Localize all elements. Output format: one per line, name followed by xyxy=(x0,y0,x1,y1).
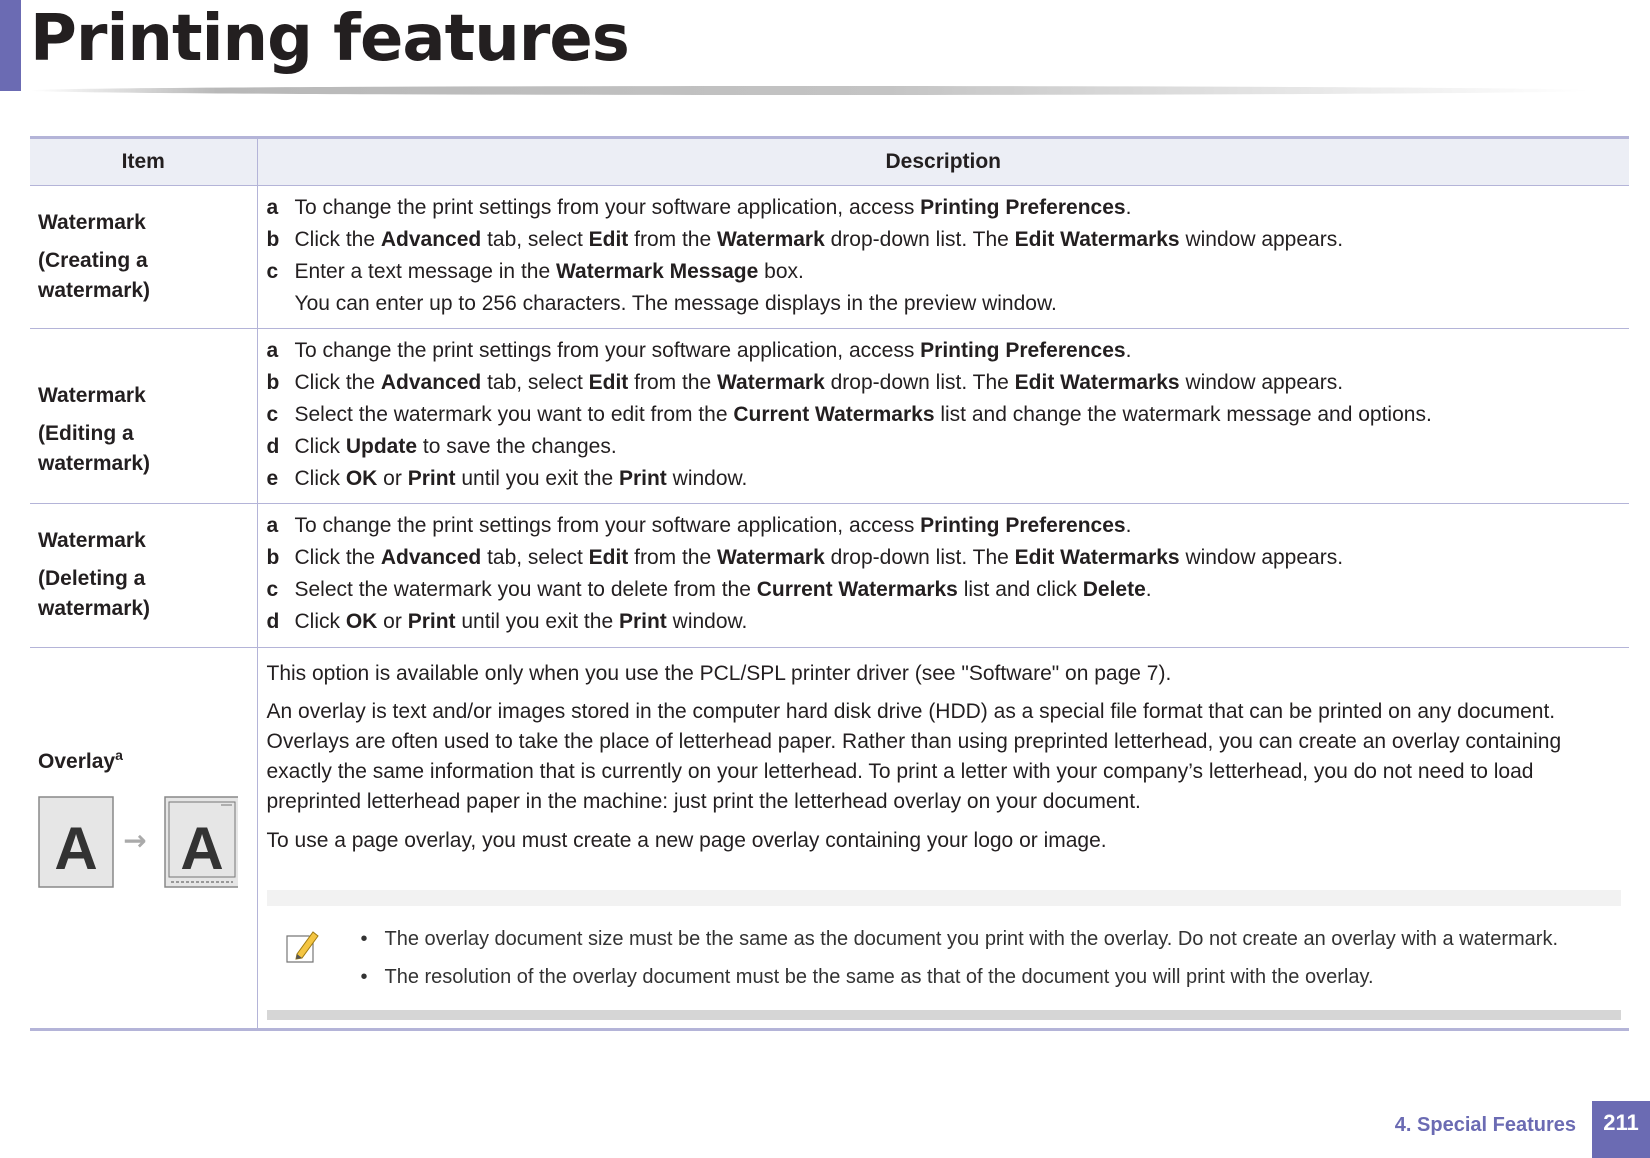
table-row xyxy=(30,648,1629,1030)
step: c Enter a text message in the Watermark Message box. xyxy=(266,260,804,283)
paragraph: To use a page overlay, you must create a new page overlay containing your logo or image. xyxy=(266,829,1107,852)
item-subtitle: (Creating a watermark) xyxy=(38,249,151,302)
description-cell xyxy=(257,648,1629,1030)
footnote-marker: a xyxy=(115,747,123,763)
item-subtitle: (Deleting a watermark) xyxy=(38,567,151,620)
item-cell xyxy=(30,648,257,1030)
note-box xyxy=(267,890,1622,1020)
step: a To change the print settings from your software application, access Printing Preferences. xyxy=(266,339,1132,362)
table-header-row xyxy=(30,138,1629,186)
features-table xyxy=(30,136,1629,1031)
note-pencil-icon xyxy=(283,928,321,966)
description-cell xyxy=(257,504,1629,648)
title-divider xyxy=(30,86,1590,95)
step: b Click the Advanced tab, select Edit from the Watermark drop-down list. The Edit Watermarks window appears. xyxy=(266,371,1344,394)
note-item: • The overlay document size must be the same as the document you print with the overlay. Do not create an overlay with a watermark. xyxy=(360,928,1559,950)
column-header-description: Description xyxy=(257,138,1629,186)
paragraph: An overlay is text and/or images stored in the computer hard disk drive (HDD) as a special file format that can be printed on any document. Overlays are often used to take the place of letterhead paper. Rather than using preprinted letterhead, you can create an overlay containing exactly the same information that is currently on your letterhead. To print a letter with your company’s letterhead, you do not need to load preprinted letterhead paper in the machine: just print the letterhead overlay on your document. xyxy=(266,700,1562,813)
section-label: 4. Special Features xyxy=(1394,1114,1576,1136)
page-number: 211 xyxy=(1592,1101,1650,1158)
item-name: Watermark xyxy=(38,211,146,234)
item-cell xyxy=(30,186,257,329)
item-name: Watermark xyxy=(38,384,146,407)
step: b Click the Advanced tab, select Edit from the Watermark drop-down list. The Edit Watermarks window appears. xyxy=(266,228,1344,251)
arrow-icon: → xyxy=(123,824,147,857)
plain-page-letter: A xyxy=(54,815,98,882)
page-title: Printing features xyxy=(30,2,629,76)
overlay-illustration xyxy=(38,793,238,893)
description-cell xyxy=(257,186,1629,329)
column-header-item: Item xyxy=(30,138,257,186)
step: c Select the watermark you want to delete from the Current Watermarks list and click Delete. xyxy=(266,578,1152,601)
note-item: • The resolution of the overlay document must be the same as that of the document you will print with the overlay. xyxy=(360,966,1374,988)
table-row xyxy=(30,329,1629,504)
table-row xyxy=(30,186,1629,329)
step: b Click the Advanced tab, select Edit from the Watermark drop-down list. The Edit Watermarks window appears. xyxy=(266,546,1344,569)
title-accent-bar xyxy=(0,0,21,91)
item-name: Watermark xyxy=(38,529,146,552)
step-note: You can enter up to 256 characters. The message displays in the preview window. xyxy=(294,292,1057,315)
step: a To change the print settings from your software application, access Printing Preferences. xyxy=(266,196,1132,219)
table-row xyxy=(30,504,1629,648)
item-cell xyxy=(30,329,257,504)
step: d Click OK or Print until you exit the Print window. xyxy=(266,610,748,633)
description-cell xyxy=(257,329,1629,504)
item-cell xyxy=(30,504,257,648)
step: e Click OK or Print until you exit the Print window. xyxy=(266,467,748,490)
step: c Select the watermark you want to edit from the Current Watermarks list and change the watermark message and options. xyxy=(266,403,1432,426)
step: a To change the print settings from your software application, access Printing Preferences. xyxy=(266,514,1132,537)
item-subtitle: (Editing a watermark) xyxy=(38,422,151,475)
step: d Click Update to save the changes. xyxy=(266,435,617,458)
item-name: Overlay$^a$ xyxy=(38,747,123,773)
overlay-page-letter: A xyxy=(180,815,224,882)
paragraph: This option is available only when you use the PCL/SPL printer driver (see "Software" on page 7). xyxy=(266,662,1172,685)
